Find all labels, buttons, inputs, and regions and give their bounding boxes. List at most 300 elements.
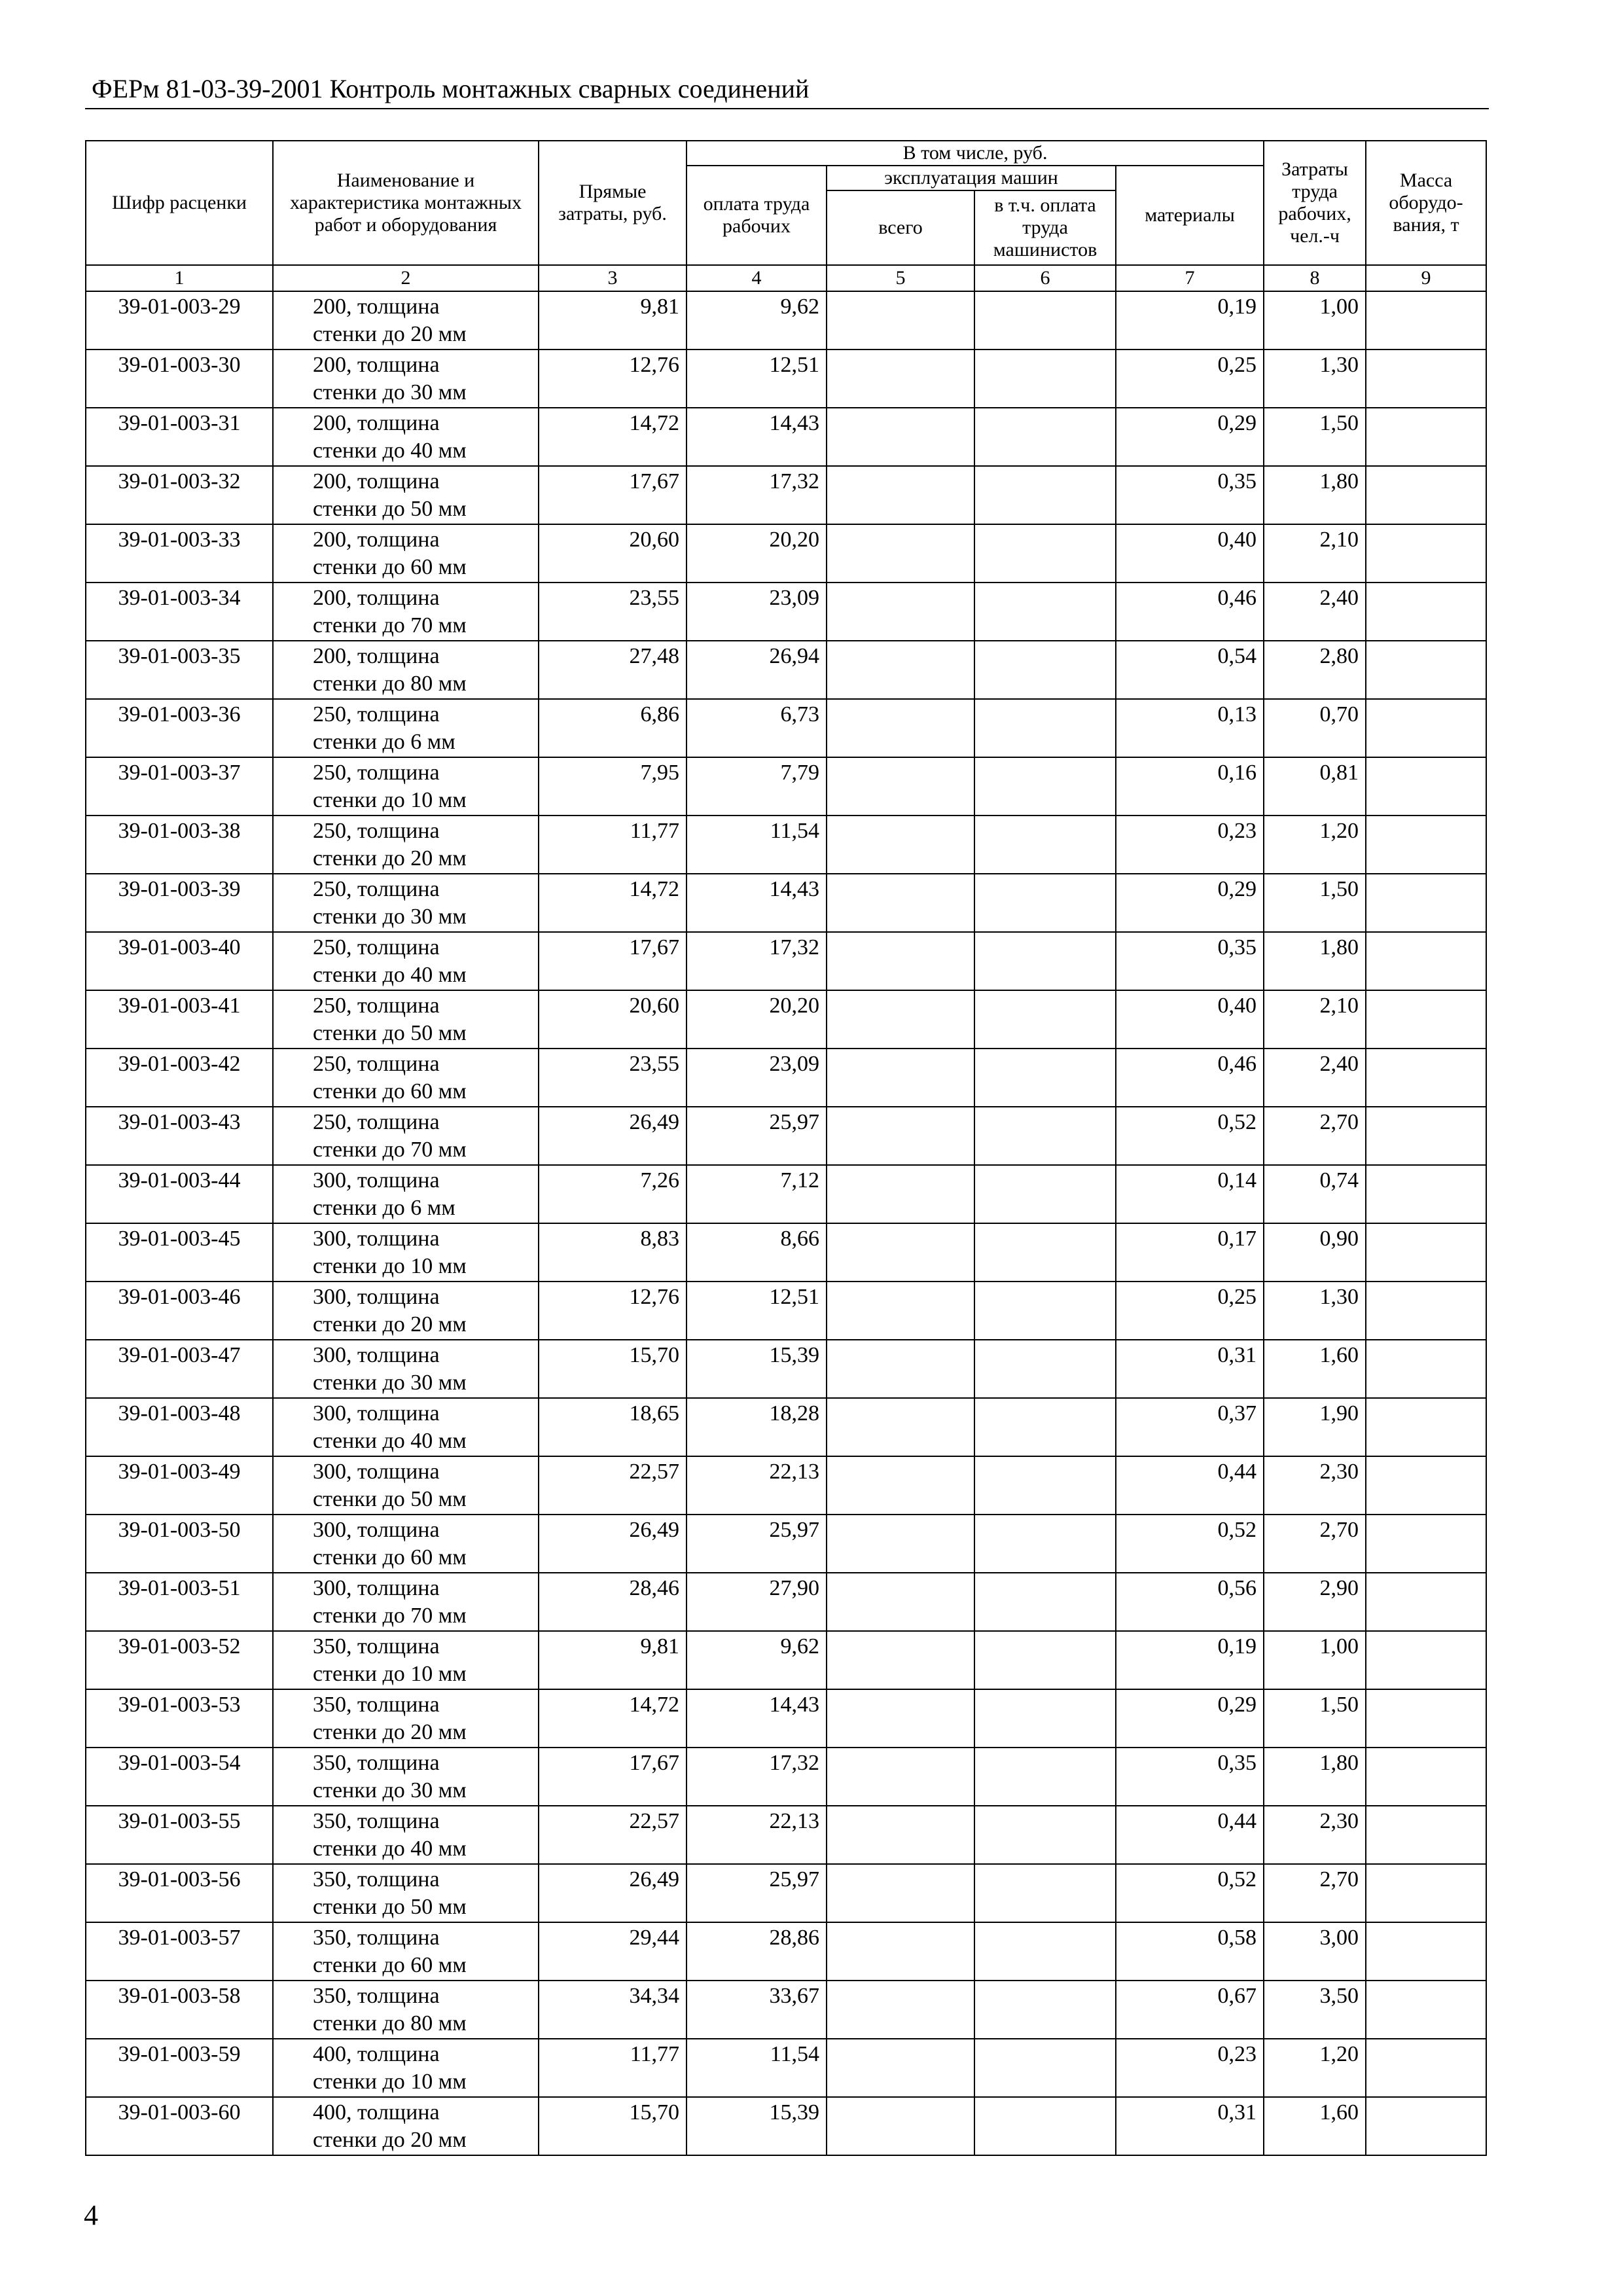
header-name: Наименование и характеристика монтажных работ и оборудования — [273, 141, 539, 265]
wages-cell: 22,13 — [687, 1806, 827, 1864]
work-name-cell — [273, 1049, 539, 1107]
table-row — [86, 1049, 1486, 1107]
work-name-line: 350, толщина — [313, 1751, 440, 1775]
direct-costs-cell: 20,60 — [539, 990, 687, 1049]
labor-cell: 1,00 — [1264, 291, 1366, 350]
machines-total-cell — [827, 1922, 974, 1981]
work-name-line: 250, толщина — [313, 1052, 440, 1076]
work-name-line: 200, толщина — [313, 411, 440, 435]
direct-costs-cell: 14,72 — [539, 1689, 687, 1748]
machines-total-cell — [827, 1398, 974, 1456]
work-name-cell — [273, 757, 539, 816]
machinists-wages-cell — [974, 1864, 1116, 1922]
machines-total-cell — [827, 1223, 974, 1282]
column-number: 3 — [539, 265, 687, 291]
mass-cell — [1366, 583, 1486, 641]
table-row — [86, 1864, 1486, 1922]
work-name-line: 200, толщина — [313, 295, 440, 319]
work-name-line: стенки до 50 мм — [313, 1895, 467, 1919]
materials-cell: 0,46 — [1116, 583, 1264, 641]
work-name-cell — [273, 1456, 539, 1515]
work-name-line: стенки до 30 мм — [313, 1778, 467, 1803]
wages-cell: 26,94 — [687, 641, 827, 699]
column-number: 2 — [273, 265, 539, 291]
labor-cell: 1,30 — [1264, 1282, 1366, 1340]
machines-total-cell — [827, 1631, 974, 1689]
materials-cell: 0,44 — [1116, 1456, 1264, 1515]
work-name-line: стенки до 20 мм — [313, 1720, 467, 1744]
mass-cell — [1366, 524, 1486, 583]
work-name-line: 400, толщина — [313, 2042, 440, 2066]
wages-cell: 14,43 — [687, 1689, 827, 1748]
table-row — [86, 816, 1486, 874]
labor-cell: 0,90 — [1264, 1223, 1366, 1282]
wages-cell: 14,43 — [687, 874, 827, 932]
direct-costs-cell: 23,55 — [539, 583, 687, 641]
wages-cell: 17,32 — [687, 466, 827, 524]
mass-cell — [1366, 1049, 1486, 1107]
work-name-cell — [273, 1223, 539, 1282]
mass-cell — [1366, 699, 1486, 757]
rate-code-cell: 39-01-003-49 — [86, 1456, 273, 1515]
wages-cell: 15,39 — [687, 1340, 827, 1398]
table-row — [86, 1282, 1486, 1340]
mass-cell — [1366, 1456, 1486, 1515]
mass-cell — [1366, 1573, 1486, 1631]
wages-cell: 7,12 — [687, 1165, 827, 1223]
labor-cell: 1,80 — [1264, 466, 1366, 524]
work-name-cell — [273, 583, 539, 641]
work-name-line: стенки до 60 мм — [313, 1953, 467, 1977]
work-name-line: стенки до 50 мм — [313, 497, 467, 521]
wages-cell: 20,20 — [687, 524, 827, 583]
work-name-line: 300, толщина — [313, 1460, 440, 1484]
machinists-wages-cell — [974, 1049, 1116, 1107]
rate-code-cell: 39-01-003-42 — [86, 1049, 273, 1107]
materials-cell: 0,58 — [1116, 1922, 1264, 1981]
work-name-cell — [273, 1631, 539, 1689]
work-name-line: 250, толщина — [313, 702, 440, 726]
materials-cell: 0,16 — [1116, 757, 1264, 816]
mass-cell — [1366, 1282, 1486, 1340]
machinists-wages-cell — [974, 1165, 1116, 1223]
machines-total-cell — [827, 641, 974, 699]
mass-cell — [1366, 1107, 1486, 1165]
mass-cell — [1366, 932, 1486, 990]
mass-cell — [1366, 1806, 1486, 1864]
direct-costs-cell: 14,72 — [539, 408, 687, 466]
work-name-line: 300, толщина — [313, 1168, 440, 1193]
machinists-wages-cell — [974, 524, 1116, 583]
mass-cell — [1366, 1165, 1486, 1223]
labor-cell: 2,10 — [1264, 990, 1366, 1049]
rate-code-cell: 39-01-003-39 — [86, 874, 273, 932]
labor-cell: 1,60 — [1264, 2097, 1366, 2155]
wages-cell: 8,66 — [687, 1223, 827, 1282]
work-name-line: 350, толщина — [313, 1984, 440, 2008]
rate-code-cell: 39-01-003-33 — [86, 524, 273, 583]
materials-cell: 0,40 — [1116, 524, 1264, 583]
machinists-wages-cell — [974, 932, 1116, 990]
materials-cell: 0,13 — [1116, 699, 1264, 757]
wages-cell: 6,73 — [687, 699, 827, 757]
work-name-line: стенки до 40 мм — [313, 439, 467, 463]
materials-cell: 0,56 — [1116, 1573, 1264, 1631]
materials-cell: 0,35 — [1116, 1748, 1264, 1806]
header-divider — [85, 108, 1489, 109]
machinists-wages-cell — [974, 1689, 1116, 1748]
machinists-wages-cell — [974, 699, 1116, 757]
work-name-cell — [273, 699, 539, 757]
column-number: 7 — [1116, 265, 1264, 291]
machinists-wages-cell — [974, 1107, 1116, 1165]
rate-code-cell: 39-01-003-46 — [86, 1282, 273, 1340]
table-row — [86, 524, 1486, 583]
wages-cell: 17,32 — [687, 1748, 827, 1806]
table-row — [86, 932, 1486, 990]
machines-total-cell — [827, 1573, 974, 1631]
work-name-cell — [273, 1864, 539, 1922]
wages-cell: 11,54 — [687, 816, 827, 874]
materials-cell: 0,46 — [1116, 1049, 1264, 1107]
work-name-cell — [273, 1398, 539, 1456]
mass-cell — [1366, 466, 1486, 524]
wages-cell: 9,62 — [687, 1631, 827, 1689]
materials-cell: 0,52 — [1116, 1515, 1264, 1573]
materials-cell: 0,44 — [1116, 1806, 1264, 1864]
work-name-cell — [273, 524, 539, 583]
work-name-cell — [273, 1806, 539, 1864]
work-name-line: стенки до 20 мм — [313, 322, 467, 346]
header-including: В том числе, руб. — [687, 141, 1264, 166]
work-name-line: стенки до 80 мм — [313, 2011, 467, 2036]
direct-costs-cell: 6,86 — [539, 699, 687, 757]
rate-code-cell: 39-01-003-60 — [86, 2097, 273, 2155]
header-labor: Затраты труда рабочих, чел.-ч — [1264, 141, 1366, 265]
work-name-cell — [273, 1689, 539, 1748]
rate-code-cell: 39-01-003-45 — [86, 1223, 273, 1282]
table-body — [86, 291, 1486, 2155]
column-number: 9 — [1366, 265, 1486, 291]
rate-code-cell: 39-01-003-43 — [86, 1107, 273, 1165]
mass-cell — [1366, 1223, 1486, 1282]
materials-cell: 0,25 — [1116, 350, 1264, 408]
machines-total-cell — [827, 1748, 974, 1806]
wages-cell: 20,20 — [687, 990, 827, 1049]
machinists-wages-cell — [974, 1456, 1116, 1515]
work-name-cell — [273, 874, 539, 932]
direct-costs-cell: 9,81 — [539, 1631, 687, 1689]
work-name-cell — [273, 990, 539, 1049]
machines-total-cell — [827, 1340, 974, 1398]
labor-cell: 1,20 — [1264, 816, 1366, 874]
machines-total-cell — [827, 1107, 974, 1165]
work-name-line: 250, толщина — [313, 1110, 440, 1134]
work-name-line: стенки до 60 мм — [313, 555, 467, 579]
materials-cell: 0,14 — [1116, 1165, 1264, 1223]
direct-costs-cell: 27,48 — [539, 641, 687, 699]
machinists-wages-cell — [974, 1922, 1116, 1981]
machinists-wages-cell — [974, 641, 1116, 699]
labor-cell: 1,50 — [1264, 408, 1366, 466]
mass-cell — [1366, 2039, 1486, 2097]
work-name-line: 300, толщина — [313, 1227, 440, 1251]
machinists-wages-cell — [974, 1573, 1116, 1631]
work-name-line: стенки до 70 мм — [313, 1138, 467, 1162]
rate-code-cell: 39-01-003-31 — [86, 408, 273, 466]
work-name-cell — [273, 1922, 539, 1981]
machinists-wages-cell — [974, 1748, 1116, 1806]
work-name-line: 350, толщина — [313, 1809, 440, 1833]
machines-total-cell — [827, 1282, 974, 1340]
machines-total-cell — [827, 583, 974, 641]
rate-code-cell: 39-01-003-56 — [86, 1864, 273, 1922]
machinists-wages-cell — [974, 1398, 1116, 1456]
direct-costs-cell: 28,46 — [539, 1573, 687, 1631]
machinists-wages-cell — [974, 874, 1116, 932]
labor-cell: 3,50 — [1264, 1981, 1366, 2039]
mass-cell — [1366, 1340, 1486, 1398]
mass-cell — [1366, 1398, 1486, 1456]
work-name-cell — [273, 1573, 539, 1631]
column-number: 8 — [1264, 265, 1366, 291]
materials-cell: 0,17 — [1116, 1223, 1264, 1282]
table-row — [86, 1165, 1486, 1223]
work-name-line: стенки до 6 мм — [313, 1196, 455, 1220]
table-row — [86, 1398, 1486, 1456]
work-name-line: 200, толщина — [313, 528, 440, 552]
wages-cell: 17,32 — [687, 932, 827, 990]
labor-cell: 1,60 — [1264, 1340, 1366, 1398]
work-name-line: стенки до 60 мм — [313, 1545, 467, 1570]
table-row — [86, 1107, 1486, 1165]
table-row — [86, 990, 1486, 1049]
work-name-line: 250, толщина — [313, 877, 440, 901]
work-name-line: 250, толщина — [313, 994, 440, 1018]
labor-cell: 3,00 — [1264, 1922, 1366, 1981]
work-name-line: 300, толщина — [313, 1285, 440, 1309]
materials-cell: 0,35 — [1116, 466, 1264, 524]
wages-cell: 11,54 — [687, 2039, 827, 2097]
machinists-wages-cell — [974, 816, 1116, 874]
table-header — [86, 141, 1486, 291]
materials-cell: 0,37 — [1116, 1398, 1264, 1456]
materials-cell: 0,52 — [1116, 1107, 1264, 1165]
rate-code-cell: 39-01-003-30 — [86, 350, 273, 408]
document-title: ФЕРм 81-03-39-2001 Контроль монтажных сварных соединений — [92, 74, 810, 103]
materials-cell: 0,23 — [1116, 2039, 1264, 2097]
rate-code-cell: 39-01-003-29 — [86, 291, 273, 350]
direct-costs-cell: 9,81 — [539, 291, 687, 350]
machinists-wages-cell — [974, 466, 1116, 524]
direct-costs-cell: 17,67 — [539, 932, 687, 990]
rate-code-cell: 39-01-003-52 — [86, 1631, 273, 1689]
machinists-wages-cell — [974, 291, 1116, 350]
work-name-line: стенки до 10 мм — [313, 1254, 467, 1278]
table-row — [86, 1456, 1486, 1515]
wages-cell: 28,86 — [687, 1922, 827, 1981]
rate-code-cell: 39-01-003-57 — [86, 1922, 273, 1981]
machines-total-cell — [827, 1515, 974, 1573]
rate-code-cell: 39-01-003-54 — [86, 1748, 273, 1806]
mass-cell — [1366, 1689, 1486, 1748]
mass-cell — [1366, 1922, 1486, 1981]
table-row — [86, 1922, 1486, 1981]
machinists-wages-cell — [974, 1282, 1116, 1340]
work-name-cell — [273, 1515, 539, 1573]
mass-cell — [1366, 291, 1486, 350]
work-name-line: 200, толщина — [313, 586, 440, 610]
wages-cell: 7,79 — [687, 757, 827, 816]
rate-code-cell: 39-01-003-58 — [86, 1981, 273, 2039]
rate-code-cell: 39-01-003-59 — [86, 2039, 273, 2097]
work-name-cell — [273, 1282, 539, 1340]
table-row — [86, 291, 1486, 350]
table-row — [86, 1515, 1486, 1573]
wages-cell: 23,09 — [687, 1049, 827, 1107]
materials-cell: 0,54 — [1116, 641, 1264, 699]
work-name-line: 400, толщина — [313, 2100, 440, 2125]
work-name-line: 200, толщина — [313, 353, 440, 377]
machines-total-cell — [827, 2039, 974, 2097]
machinists-wages-cell — [974, 1631, 1116, 1689]
table-row — [86, 1689, 1486, 1748]
machinists-wages-cell — [974, 1515, 1116, 1573]
machines-total-cell — [827, 350, 974, 408]
work-name-line: стенки до 40 мм — [313, 1837, 467, 1861]
rate-code-cell: 39-01-003-55 — [86, 1806, 273, 1864]
work-name-cell — [273, 291, 539, 350]
direct-costs-cell: 26,49 — [539, 1107, 687, 1165]
rate-code-cell: 39-01-003-34 — [86, 583, 273, 641]
header-machinists-wages: в т.ч. оплата труда машинистов — [974, 190, 1116, 265]
direct-costs-cell: 17,67 — [539, 1748, 687, 1806]
header-mass: Масса оборудо-вания, т — [1366, 141, 1486, 265]
header-direct-costs: Прямые затраты, руб. — [539, 141, 687, 265]
work-name-cell — [273, 1748, 539, 1806]
direct-costs-cell: 12,76 — [539, 350, 687, 408]
mass-cell — [1366, 1864, 1486, 1922]
wages-cell: 23,09 — [687, 583, 827, 641]
table-row — [86, 1806, 1486, 1864]
materials-cell: 0,40 — [1116, 990, 1264, 1049]
work-name-line: стенки до 30 мм — [313, 1371, 467, 1395]
work-name-line: 250, толщина — [313, 761, 440, 785]
direct-costs-cell: 22,57 — [539, 1806, 687, 1864]
direct-costs-cell: 23,55 — [539, 1049, 687, 1107]
materials-cell: 0,25 — [1116, 1282, 1264, 1340]
work-name-cell — [273, 2097, 539, 2155]
table-row — [86, 1981, 1486, 2039]
rate-code-cell: 39-01-003-40 — [86, 932, 273, 990]
direct-costs-cell: 26,49 — [539, 1864, 687, 1922]
machinists-wages-cell — [974, 2097, 1116, 2155]
labor-cell: 1,30 — [1264, 350, 1366, 408]
materials-cell: 0,19 — [1116, 1631, 1264, 1689]
materials-cell: 0,31 — [1116, 1340, 1264, 1398]
wages-cell: 9,62 — [687, 291, 827, 350]
direct-costs-cell: 34,34 — [539, 1981, 687, 2039]
work-name-line: стенки до 50 мм — [313, 1021, 467, 1045]
direct-costs-cell: 7,26 — [539, 1165, 687, 1223]
work-name-cell — [273, 2039, 539, 2097]
work-name-line: стенки до 6 мм — [313, 730, 455, 754]
machines-total-cell — [827, 1456, 974, 1515]
mass-cell — [1366, 2097, 1486, 2155]
rates-table — [85, 140, 1487, 2156]
mass-cell — [1366, 990, 1486, 1049]
direct-costs-cell: 20,60 — [539, 524, 687, 583]
direct-costs-cell: 26,49 — [539, 1515, 687, 1573]
wages-cell: 14,43 — [687, 408, 827, 466]
work-name-line: стенки до 10 мм — [313, 788, 467, 812]
machines-total-cell — [827, 408, 974, 466]
machinists-wages-cell — [974, 990, 1116, 1049]
machines-total-cell — [827, 757, 974, 816]
wages-cell: 15,39 — [687, 2097, 827, 2155]
table-row — [86, 1748, 1486, 1806]
direct-costs-cell: 18,65 — [539, 1398, 687, 1456]
machines-total-cell — [827, 1049, 974, 1107]
machinists-wages-cell — [974, 1340, 1116, 1398]
table-row — [86, 1631, 1486, 1689]
labor-cell: 1,20 — [1264, 2039, 1366, 2097]
table-row — [86, 408, 1486, 466]
direct-costs-cell: 11,77 — [539, 816, 687, 874]
machines-total-cell — [827, 1981, 974, 2039]
work-name-line: 300, толщина — [313, 1518, 440, 1542]
materials-cell: 0,29 — [1116, 408, 1264, 466]
work-name-cell — [273, 1107, 539, 1165]
work-name-line: 350, толщина — [313, 1634, 440, 1659]
work-name-cell — [273, 1165, 539, 1223]
work-name-cell — [273, 408, 539, 466]
labor-cell: 1,80 — [1264, 1748, 1366, 1806]
direct-costs-cell: 15,70 — [539, 1340, 687, 1398]
rate-code-cell: 39-01-003-32 — [86, 466, 273, 524]
work-name-line: стенки до 30 мм — [313, 380, 467, 404]
machines-total-cell — [827, 291, 974, 350]
machinists-wages-cell — [974, 408, 1116, 466]
direct-costs-cell: 12,76 — [539, 1282, 687, 1340]
page-number: 4 — [84, 2199, 98, 2231]
materials-cell: 0,35 — [1116, 932, 1264, 990]
column-numbers-row — [86, 265, 1486, 291]
table-row — [86, 1340, 1486, 1398]
labor-cell: 0,74 — [1264, 1165, 1366, 1223]
mass-cell — [1366, 1981, 1486, 2039]
direct-costs-cell: 11,77 — [539, 2039, 687, 2097]
direct-costs-cell: 7,95 — [539, 757, 687, 816]
materials-cell: 0,67 — [1116, 1981, 1264, 2039]
table-row — [86, 699, 1486, 757]
rate-code-cell: 39-01-003-38 — [86, 816, 273, 874]
machinists-wages-cell — [974, 2039, 1116, 2097]
wages-cell: 25,97 — [687, 1515, 827, 1573]
materials-cell: 0,23 — [1116, 816, 1264, 874]
labor-cell: 2,40 — [1264, 1049, 1366, 1107]
header-machines-total: всего — [827, 190, 974, 265]
mass-cell — [1366, 757, 1486, 816]
wages-cell: 27,90 — [687, 1573, 827, 1631]
labor-cell: 1,90 — [1264, 1398, 1366, 1456]
work-name-cell — [273, 466, 539, 524]
header-code: Шифр расценки — [86, 141, 273, 265]
column-number: 5 — [827, 265, 974, 291]
work-name-line: стенки до 60 мм — [313, 1079, 467, 1103]
wages-cell: 25,97 — [687, 1864, 827, 1922]
materials-cell: 0,31 — [1116, 2097, 1264, 2155]
